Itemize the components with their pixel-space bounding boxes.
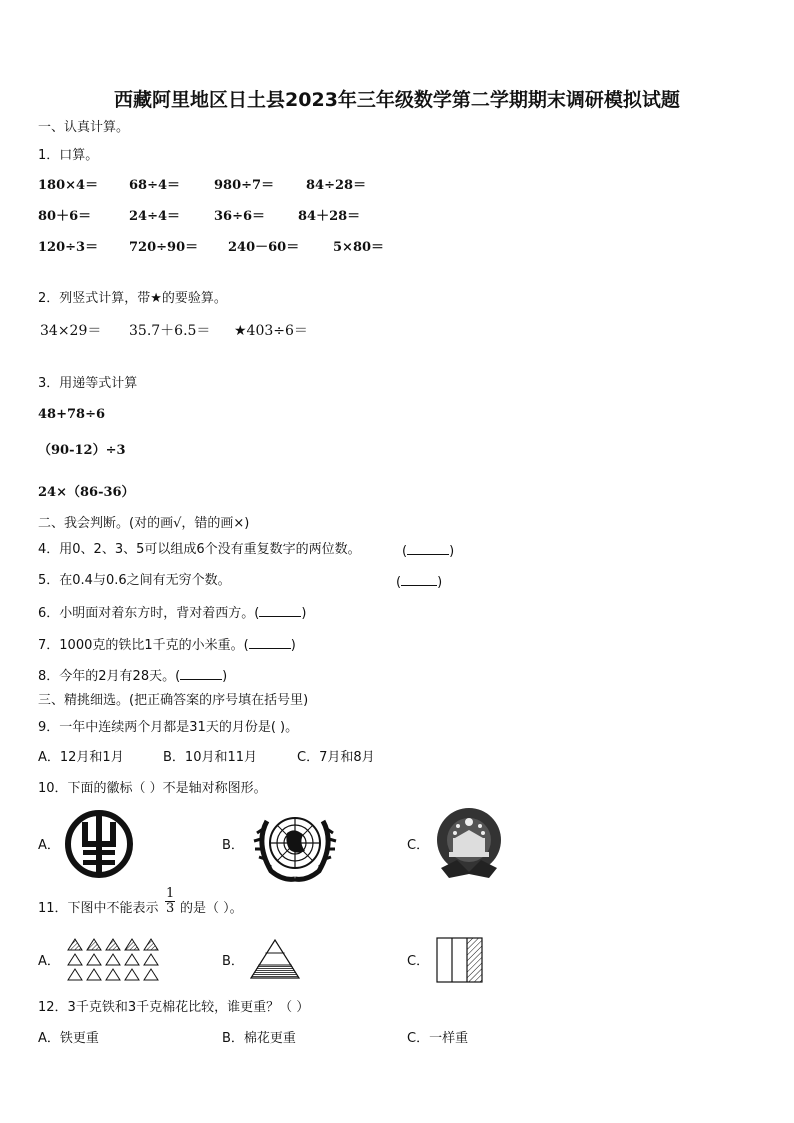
judge-item: 4．用0、2、3、5可以组成6个没有重复数字的两位数。 <box>38 542 361 557</box>
calc-item: 80＋6＝ <box>38 209 92 224</box>
q9-option-a: A．12月和1月 <box>38 750 124 765</box>
q12-stem: 12．3千克铁和3千克棉花比较，谁更重？（ ） <box>38 1000 310 1015</box>
triangle-figure <box>248 938 302 980</box>
judge-item: 7．1000克的铁比1千克的小米重。( ) <box>38 638 296 653</box>
q12-option-c: C．一样重 <box>407 1031 469 1046</box>
q12-option-b: B．棉花更重 <box>222 1031 296 1046</box>
q11-stem-after: 的是（ ）。 <box>180 901 243 916</box>
calc-item: 120÷3＝ <box>38 240 99 255</box>
stepwise-item: 48+78÷6 <box>38 407 106 422</box>
national-emblem-icon <box>433 806 505 880</box>
q12-option-a: A．铁更重 <box>38 1031 99 1046</box>
q11-option-b: B． <box>222 954 244 969</box>
calc-item: 240－60＝ <box>228 240 300 255</box>
vertical-calc-item: 35.7＋6.5＝ <box>129 323 211 339</box>
q11-option-c: C． <box>407 954 430 969</box>
q3-label: 3．用递等式计算 <box>38 376 138 391</box>
calc-item: 5×80＝ <box>333 240 385 255</box>
q10-option-c: C． <box>407 838 430 853</box>
calc-item: 720÷90＝ <box>129 240 199 255</box>
answer-blank[interactable] <box>180 667 222 680</box>
q11-option-a: A． <box>38 954 60 969</box>
calc-item: 68÷4＝ <box>129 178 181 193</box>
answer-blank[interactable]: ( ) <box>402 544 455 559</box>
calc-item: 980÷7＝ <box>214 178 275 193</box>
rectangle-thirds-figure <box>435 936 485 984</box>
un-emblem-icon <box>249 805 341 883</box>
calc-item: 84÷28＝ <box>306 178 367 193</box>
vertical-calc-item: 34×29＝ <box>40 323 102 339</box>
page-title: 西藏阿里地区日土县2023年三年级数学第二学期期末调研模拟试题 <box>114 89 680 111</box>
calc-item: 84＋28＝ <box>298 209 361 224</box>
answer-blank[interactable] <box>259 604 301 617</box>
judge-item: 6．小明面对着东方时，背对着西方。( ) <box>38 606 307 621</box>
q10-option-b: B． <box>222 838 244 853</box>
answer-blank[interactable]: ( ) <box>396 575 443 590</box>
q9-option-b: B．10月和11月 <box>163 750 258 765</box>
calc-item: 180×4＝ <box>38 178 99 193</box>
triangles-grid-figure <box>66 937 160 983</box>
q10-stem: 10．下面的徽标（ ）不是轴对称图形。 <box>38 781 267 796</box>
calc-item: 36÷6＝ <box>214 209 266 224</box>
section3-heading: 三、精挑细选。(把正确答案的序号填在括号里) <box>38 693 309 708</box>
stepwise-item: 24×（86-36） <box>38 485 135 500</box>
section1-heading: 一、认真计算。 <box>38 120 130 135</box>
vertical-calc-item: ★403÷6＝ <box>234 323 308 339</box>
q9-option-c: C．7月和8月 <box>297 750 375 765</box>
q11-stem-before: 11．下图中不能表示 <box>38 901 159 916</box>
answer-blank[interactable] <box>249 636 291 649</box>
q1-label: 1．口算。 <box>38 148 99 163</box>
q9-stem: 9．一年中连续两个月都是31天的月份是( )。 <box>38 720 299 735</box>
q10-option-a: A． <box>38 838 60 853</box>
stepwise-item: （90-12）÷3 <box>38 443 126 458</box>
q2-label: 2．列竖式计算，带★的要验算。 <box>38 291 227 306</box>
fraction-one-third: $\frac{1}{3}$ <box>166 886 175 916</box>
judge-item: 8．今年的2月有28天。( ) <box>38 669 228 684</box>
calc-item: 24÷4＝ <box>129 209 181 224</box>
judge-item: 5．在0.4与0.6之间有无穷个数。 <box>38 573 231 588</box>
section2-heading: 二、我会判断。(对的画√，错的画×) <box>38 516 250 531</box>
bank-logo-icon <box>63 808 135 880</box>
